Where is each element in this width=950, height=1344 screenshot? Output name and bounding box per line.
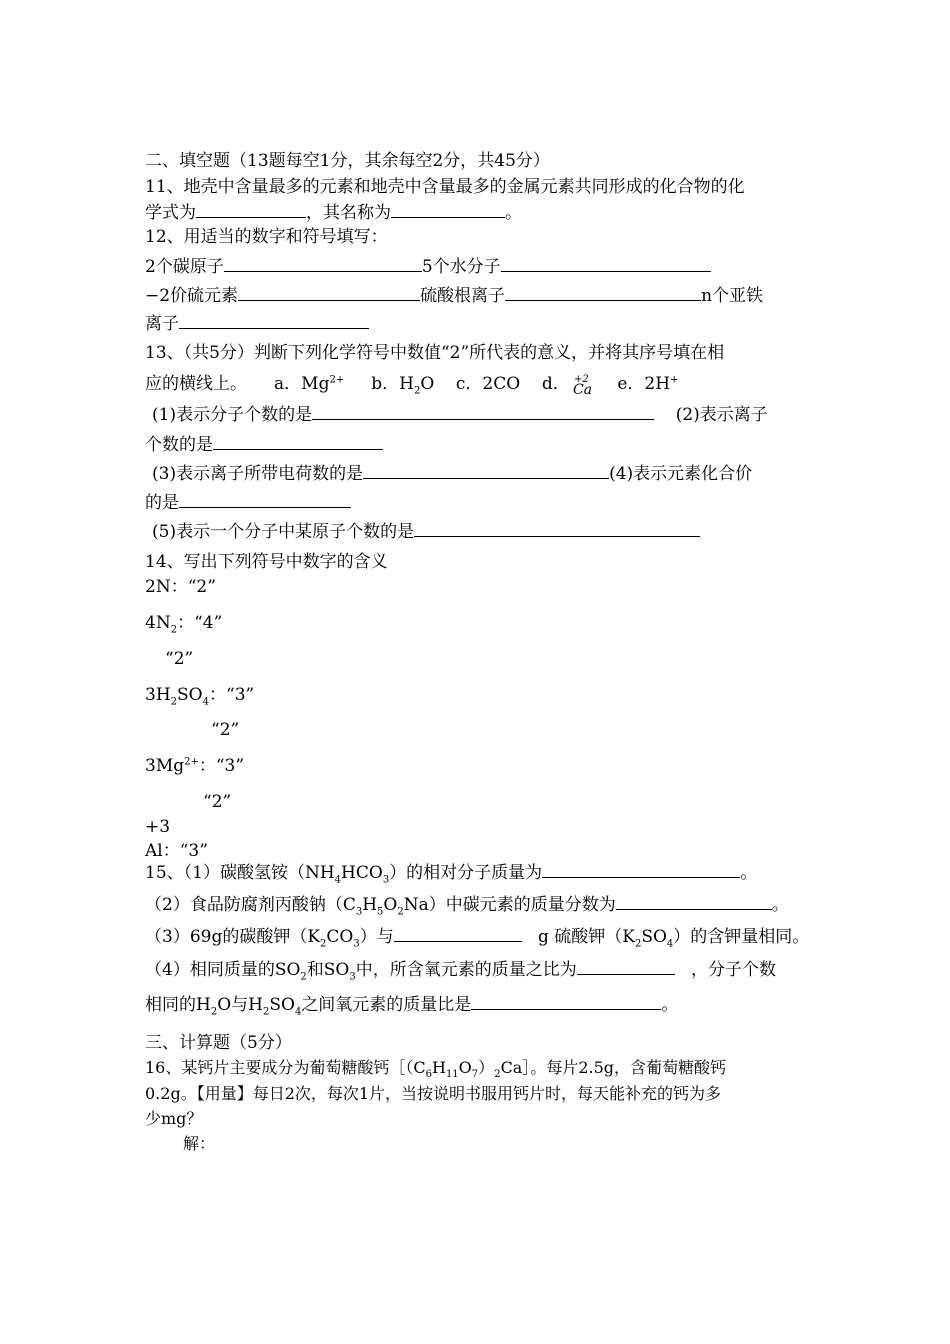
q13-blank-5[interactable]: [414, 521, 700, 537]
ca-symbol-text: Ca: [572, 381, 592, 398]
q13-option-e: e．2H+: [617, 374, 679, 394]
q15-part1: 15、（1）碳酸氢铵$(NH_4HCO_3)$的相对分子质量为 。: [145, 863, 758, 886]
q14-4n2: $4N_2$：“4”: [145, 613, 223, 636]
q13-part3: (3)表示离子所带电荷数的是 (4)表示元素化合价: [152, 464, 753, 484]
q14-4n2-sub2: “2”: [165, 649, 194, 669]
q12-title: 12、用适当的数字和符号填写：: [145, 227, 388, 247]
q13-option-a: a．$Mg^{2+}$: [274, 374, 345, 394]
q12-row2: −2价硫元素 硫酸根离子 n个亚铁: [145, 286, 764, 306]
q11-name-blank[interactable]: [391, 202, 505, 218]
q12-blank-d[interactable]: [505, 285, 701, 301]
q12-blank-b[interactable]: [501, 256, 711, 272]
q16-line1: 16、某钙片主要成分为葡萄糖酸钙$[(C_6H_{11}O_7)_2Ca]$。每片2.5g，含葡萄糖酸钙: [145, 1058, 727, 1081]
q13-option-b: b．$H_2O$: [371, 374, 435, 397]
q15-part5: 相同的$H_2O$与$H_2SO_4$之间氧元素的质量比是 。: [145, 995, 679, 1018]
q15-blank-2[interactable]: [616, 894, 772, 910]
q11-formula-blank[interactable]: [196, 202, 306, 218]
q16-answer-label: 解：: [183, 1134, 216, 1153]
q14-2n: 2N：“2”: [145, 577, 216, 597]
q14-h2so4: $3H_2SO_4$：“3”: [145, 685, 255, 708]
q13-part1: (1)表示分子个数的是 (2)表示离子: [152, 405, 768, 425]
q15-blank-3[interactable]: [394, 926, 522, 942]
q13-option-d: d． +2 Ca: [542, 374, 596, 394]
section3-title: 三、计算题（5分）: [145, 1033, 292, 1053]
q13-blank-1[interactable]: [312, 404, 654, 420]
q12-row3: 离子: [145, 313, 369, 335]
section2-title: 二、填空题（13题每空1分，其余每空2分，共45分）: [145, 151, 550, 171]
q15-blank-5[interactable]: [471, 994, 661, 1010]
q14-title: 14、写出下列符号中数字的含义: [145, 552, 388, 572]
q13-line1: 13、（共5分）判断下列化学符号中数值“2”所代表的意义，并将其序号填在相: [145, 343, 725, 363]
q13-line2: 应的横线上。 a．$Mg^{2+}$ b．$H_2O$ c．2CO d． +2 Ca e．2H+: [145, 373, 679, 398]
q13-blank-2[interactable]: [213, 434, 383, 450]
q13-part5: (5)表示一个分子中某原子个数的是: [152, 521, 700, 543]
ca-valence-text: +2: [573, 373, 589, 385]
q11-line1: 11、地壳中含量最多的元素和地壳中含量最多的金属元素共同形成的化合物的化: [145, 177, 745, 197]
q12-blank-a[interactable]: [224, 256, 422, 272]
q13-blank-3[interactable]: [363, 463, 609, 479]
q12-row1: 2个碳原子 5个水分子: [145, 256, 711, 278]
q15-blank-4[interactable]: [577, 959, 675, 975]
q14-h2so4-sub2: “2”: [211, 720, 240, 740]
q13-part2: 个数的是: [145, 434, 383, 456]
q12-blank-c[interactable]: [238, 285, 420, 301]
q15-part2: （2）食品防腐剂丙酸钠$(C_3H_5O_2Na)$中碳元素的质量分数为 。: [145, 895, 789, 918]
q14-mg: $3Mg^{2+}$：“3”: [145, 756, 245, 776]
q16-line2: 0.2g。【用量】每日2次，每次1片，当按说明书服用钙片时，每天能补充的钙为多: [145, 1084, 722, 1103]
q14-al-valence: +3: [145, 817, 171, 837]
q16-line3: 少mg？: [145, 1109, 203, 1128]
q15-blank-1[interactable]: [542, 862, 740, 878]
q13-option-c: c．2CO: [455, 374, 521, 394]
q11-line2: 学式为 ，其名称为 。: [145, 203, 522, 223]
q14-mg-sub2: “2”: [203, 792, 232, 812]
q15-part3: （3）69g的碳酸钾$(K_2CO_3)$与 g 硫酸钾$(K_2SO_4)$的含钾量相同。: [145, 927, 810, 950]
q15-part4: （4）相同质量的$SO_2$和$SO_3$中，所含氧元素的质量之比为 ，分子个数: [145, 960, 776, 983]
q12-blank-e[interactable]: [179, 313, 369, 329]
q13-part4: 的是: [145, 492, 351, 514]
q14-al: Al：“3”: [145, 841, 208, 861]
q13-blank-4[interactable]: [179, 492, 351, 508]
ca-valence-symbol: [570, 374, 596, 396]
